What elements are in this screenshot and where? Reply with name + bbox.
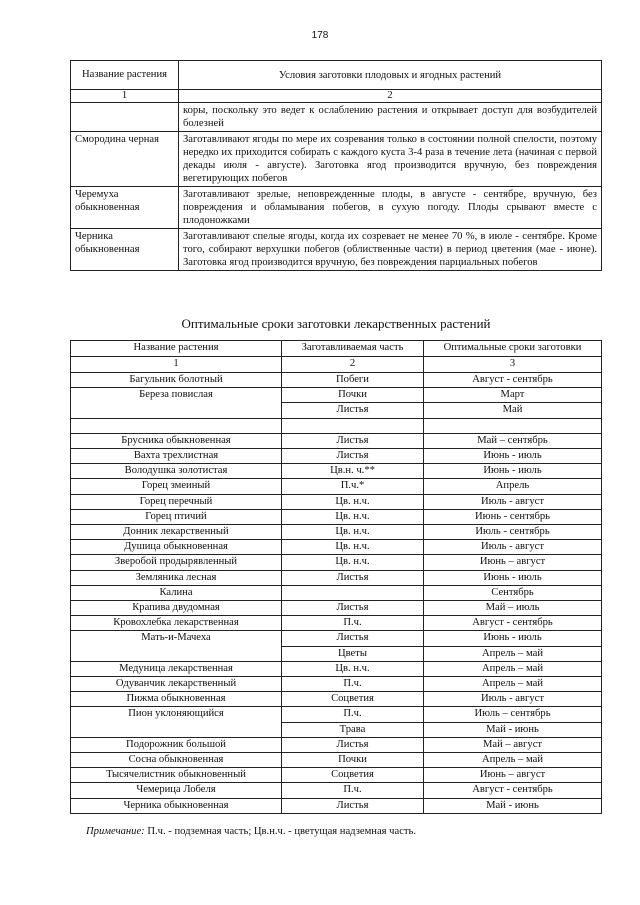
plant-name: Крапива двудомная bbox=[71, 601, 282, 616]
plant-name: Донник лекарственный bbox=[71, 525, 282, 540]
harvested-part: Соцветия bbox=[282, 768, 424, 783]
table2-row bbox=[71, 373, 602, 388]
table2-row bbox=[71, 555, 602, 570]
plant-name: Кровохлебка лекарственная bbox=[71, 616, 282, 631]
table1-header-row bbox=[71, 61, 602, 90]
table2-row bbox=[71, 479, 602, 494]
plant-name: Душица обыкновенная bbox=[71, 540, 282, 555]
table2-row bbox=[71, 418, 602, 433]
plant-name bbox=[71, 103, 179, 132]
harvested-part: П.ч. bbox=[282, 616, 424, 631]
plant-name: Сосна обыкновенная bbox=[71, 753, 282, 768]
plant-name bbox=[71, 418, 282, 433]
harvest-period: Июль - август bbox=[424, 540, 602, 555]
harvest-conditions: Заготавливают зрелые, неповрежденные плоды, в августе - сентябре, вручную, без повреждения и обламывания побегов, в сухую погоду. Плоды срывают вместе с плодоножками bbox=[179, 187, 602, 229]
plant-name: Подорожник большой bbox=[71, 737, 282, 752]
harvested-part bbox=[282, 418, 424, 433]
harvested-part: П.ч. bbox=[282, 677, 424, 692]
harvest-period: Март bbox=[424, 388, 602, 403]
plant-name: Черника обыкновенная bbox=[71, 229, 179, 271]
plant-name: Земляника лесная bbox=[71, 570, 282, 585]
plant-name: Калина bbox=[71, 585, 282, 600]
harvest-period: Апрель – май bbox=[424, 677, 602, 692]
harvest-period: Апрель – май bbox=[424, 661, 602, 676]
harvested-part: Побеги bbox=[282, 373, 424, 388]
fruit-berry-harvest-table bbox=[70, 60, 602, 271]
harvest-period: Июль - август bbox=[424, 494, 602, 509]
harvested-part: Листья bbox=[282, 403, 424, 418]
table2-row bbox=[71, 540, 602, 555]
table2-row bbox=[71, 616, 602, 631]
harvest-period: Апрель – май bbox=[424, 753, 602, 768]
plant-name: Смородина черная bbox=[71, 132, 179, 187]
harvested-part: Цветы bbox=[282, 646, 424, 661]
table2-row bbox=[71, 449, 602, 464]
harvested-part: П.ч.* bbox=[282, 479, 424, 494]
plant-name: Мать-и-Мачеха bbox=[71, 631, 282, 661]
harvest-period: Июнь - июль bbox=[424, 570, 602, 585]
plant-name: Пижма обыкновенная bbox=[71, 692, 282, 707]
table2-title: Оптимальные сроки заготовки лекарственных растений bbox=[181, 316, 491, 331]
harvest-period: Май - июнь bbox=[424, 722, 602, 737]
table2-row bbox=[71, 707, 602, 722]
harvest-period: Май - июнь bbox=[424, 798, 602, 813]
harvest-conditions: коры, поскольку это ведет к ослаблению растения и открывает доступ для возбудителей болезней bbox=[179, 103, 602, 132]
harvested-part: Цв. н.ч. bbox=[282, 509, 424, 524]
table2-row bbox=[71, 661, 602, 676]
table1-column-numbers bbox=[71, 90, 602, 103]
table1-header-name: Название растения bbox=[71, 61, 179, 90]
page-number: 178 bbox=[311, 30, 329, 41]
table2-column-numbers bbox=[71, 357, 602, 373]
plant-name: Горец птичий bbox=[71, 509, 282, 524]
plant-name: Черника обыкновенная bbox=[71, 798, 282, 813]
harvest-period: Июнь - июль bbox=[424, 631, 602, 646]
harvest-period: Июнь – август bbox=[424, 555, 602, 570]
plant-name: Береза повислая bbox=[71, 388, 282, 418]
harvest-period: Июнь - июль bbox=[424, 464, 602, 479]
plant-name: Пион уклоняющийся bbox=[71, 707, 282, 737]
table1-row bbox=[71, 103, 602, 132]
harvest-period: Апрель – май bbox=[424, 646, 602, 661]
harvested-part: Листья bbox=[282, 798, 424, 813]
table2-header-part: Заготавливаемая часть bbox=[282, 341, 424, 357]
harvest-period: Июнь - июль bbox=[424, 449, 602, 464]
table1-row bbox=[71, 132, 602, 187]
plant-name: Одуванчик лекарственный bbox=[71, 677, 282, 692]
table2-row bbox=[71, 494, 602, 509]
harvested-part: Цв. н.ч. bbox=[282, 525, 424, 540]
harvest-period: Май – сентябрь bbox=[424, 433, 602, 448]
harvest-period: Июль – сентябрь bbox=[424, 707, 602, 722]
table2-row bbox=[71, 509, 602, 524]
harvested-part: Почки bbox=[282, 388, 424, 403]
harvest-period bbox=[424, 418, 602, 433]
table2-row bbox=[71, 464, 602, 479]
harvest-period: Апрель bbox=[424, 479, 602, 494]
table2-row bbox=[71, 525, 602, 540]
harvest-period: Август - сентябрь bbox=[424, 783, 602, 798]
table2-row bbox=[71, 601, 602, 616]
table2-colnum-2: 2 bbox=[282, 357, 424, 373]
harvested-part: Соцветия bbox=[282, 692, 424, 707]
harvested-part: Листья bbox=[282, 433, 424, 448]
harvest-period: Август - сентябрь bbox=[424, 616, 602, 631]
plant-name: Чемерица Лобеля bbox=[71, 783, 282, 798]
harvest-period: Май – июль bbox=[424, 601, 602, 616]
plant-name: Багульник болотный bbox=[71, 373, 282, 388]
harvested-part: П.ч. bbox=[282, 783, 424, 798]
harvested-part: Цв.н. ч.** bbox=[282, 464, 424, 479]
harvest-conditions: Заготавливают ягоды по мере их созревания только в состоянии полной спелости, поэтому нередко их приходится собирать с каждого куста 3-4 раза в течение лета (начиная с первой декады июля - августе). Заготовка ягод производится вручную, без повреждения вегетирующих побегов bbox=[179, 132, 602, 187]
harvest-period: Июль - август bbox=[424, 692, 602, 707]
medicinal-harvest-table bbox=[70, 340, 602, 814]
plant-name: Черемуха обыкновенная bbox=[71, 187, 179, 229]
harvest-period: Сентябрь bbox=[424, 585, 602, 600]
table2-row bbox=[71, 753, 602, 768]
table2-row bbox=[71, 433, 602, 448]
harvested-part: Цв. н.ч. bbox=[282, 540, 424, 555]
footnote-text: П.ч. - подземная часть; Цв.н.ч. - цветущая надземная часть. bbox=[147, 826, 417, 837]
table2-colnum-1: 1 bbox=[71, 357, 282, 373]
harvested-part: Листья bbox=[282, 449, 424, 464]
harvested-part: Цв. н.ч. bbox=[282, 661, 424, 676]
table2-row bbox=[71, 768, 602, 783]
plant-name: Брусника обыкновенная bbox=[71, 433, 282, 448]
harvest-period: Май bbox=[424, 403, 602, 418]
harvested-part: Листья bbox=[282, 737, 424, 752]
plant-name: Горец змеиный bbox=[71, 479, 282, 494]
table1-row bbox=[71, 229, 602, 271]
harvested-part: Почки bbox=[282, 753, 424, 768]
table1-colnum-2: 2 bbox=[179, 90, 602, 103]
plant-name: Володушка золотистая bbox=[71, 464, 282, 479]
table2-header-terms: Оптимальные сроки заготовки bbox=[424, 341, 602, 357]
plant-name: Зверобой продырявленный bbox=[71, 555, 282, 570]
harvested-part: Трава bbox=[282, 722, 424, 737]
plant-name: Вахта трехлистная bbox=[71, 449, 282, 464]
table2-header-name: Название растения bbox=[71, 341, 282, 357]
harvest-period: Июль - сентябрь bbox=[424, 525, 602, 540]
footnote-label: Примечание: bbox=[86, 826, 145, 837]
table2-row bbox=[71, 798, 602, 813]
harvested-part bbox=[282, 585, 424, 600]
table2-row bbox=[71, 631, 602, 646]
plant-name: Горец перечный bbox=[71, 494, 282, 509]
table2-row bbox=[71, 692, 602, 707]
harvest-conditions: Заготавливают спелые ягоды, когда их созревает не менее 70 %, в июле - сентябре. Кроме того, собирают верхушки побегов (облиственные части) в период цветения (мае - июне). Заготовка ягод производится вручную, без повреждения парциальных побегов bbox=[179, 229, 602, 271]
harvest-period: Май – август bbox=[424, 737, 602, 752]
table2-row bbox=[71, 677, 602, 692]
table2-row bbox=[71, 388, 602, 403]
plant-name: Медуница лекарственная bbox=[71, 661, 282, 676]
table1-row bbox=[71, 187, 602, 229]
table2-row bbox=[71, 570, 602, 585]
harvested-part: Листья bbox=[282, 570, 424, 585]
table2-row bbox=[71, 585, 602, 600]
table1-colnum-1: 1 bbox=[71, 90, 179, 103]
table2-row bbox=[71, 737, 602, 752]
harvest-period: Июнь – август bbox=[424, 768, 602, 783]
table2-row bbox=[71, 783, 602, 798]
table2-header-row bbox=[71, 341, 602, 357]
table2-colnum-3: 3 bbox=[424, 357, 602, 373]
harvested-part: П.ч. bbox=[282, 707, 424, 722]
harvested-part: Листья bbox=[282, 631, 424, 646]
harvest-period: Август - сентябрь bbox=[424, 373, 602, 388]
footnote bbox=[86, 826, 416, 837]
table1-header-conditions: Условия заготовки плодовых и ягодных растений bbox=[179, 61, 602, 90]
harvested-part: Цв. н.ч. bbox=[282, 494, 424, 509]
harvested-part: Листья bbox=[282, 601, 424, 616]
plant-name: Тысячелистник обыкновенный bbox=[71, 768, 282, 783]
harvested-part: Цв. н.ч. bbox=[282, 555, 424, 570]
harvest-period: Июнь - сентябрь bbox=[424, 509, 602, 524]
